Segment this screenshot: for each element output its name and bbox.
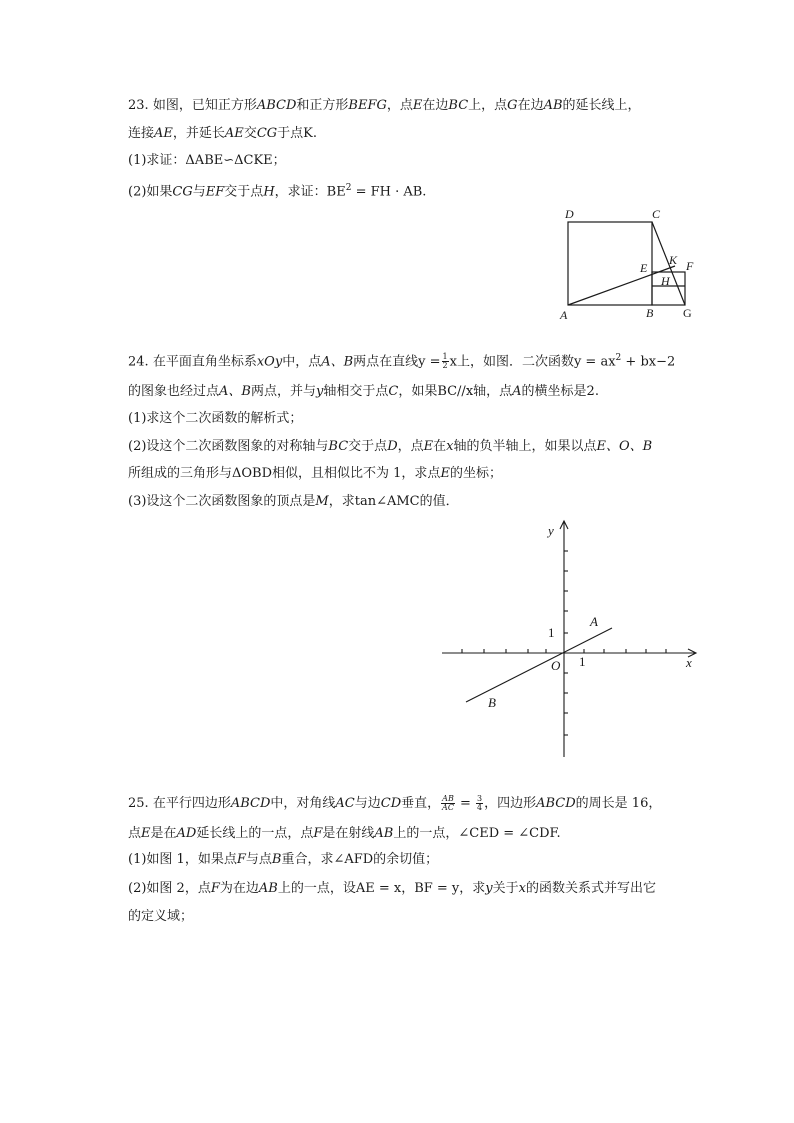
label-y: y (548, 523, 554, 538)
line-y-half-x (466, 628, 612, 702)
q24-part3: (3)设这个二次函数图象的顶点是M，求tan∠AMC的值． (128, 494, 459, 509)
label-point-b: B (488, 695, 496, 710)
q23-line1: 23. 如图，已知正方形ABCD和正方形BEFG，点E在边BC上，点G在边AB的延长线上， (128, 98, 641, 113)
q25-part1: (1)如图 1，如果点F与点B重合，求∠AFD的余切值； (128, 852, 439, 867)
fraction-ab-over-ac: $\frac{AB}{AC}$ (442, 794, 454, 812)
label-b: B (646, 306, 654, 320)
label-d: D (565, 207, 574, 221)
q24-line2: 的图象也经过点A、B两点，并与y轴相交于点C，如果BC//x轴，点A的横坐标是2. (128, 384, 599, 399)
label-origin: O (551, 658, 561, 673)
q23-part1: (1)求证：ΔABE∽ΔCKE； (128, 153, 286, 168)
label-x: x (686, 655, 692, 670)
q24-part1: (1)求这个二次函数的解析式； (128, 411, 303, 426)
label-h: H (661, 274, 670, 288)
q25-part2-cont: 的定义域； (128, 909, 194, 924)
label-one-y: 1 (548, 625, 555, 640)
y-ticks (564, 551, 568, 735)
fraction-one-half: $\frac{1}{2}$ (442, 352, 448, 371)
label-a: A (560, 308, 568, 322)
label-g: G (683, 306, 692, 320)
q24-figure (438, 515, 708, 765)
fraction-three-quarters: $\frac{3}{4}$ (477, 794, 483, 812)
label-one-x: 1 (579, 654, 586, 669)
q25-part2: (2)如图 2，点F为在边AB上的一点，设AE = x，BF = y，求y关于x的函数关系式并写出它 (128, 881, 657, 896)
label-c: C (652, 207, 661, 221)
q24-part2: (2)设这个二次函数图象的对称轴与BC交于点D，点E在x轴的负半轴上，如果以点E、O、B (128, 439, 653, 454)
q25-line1: 25. 在平行四边形ABCD中，对角线AC与边CD垂直， $\frac{AB}{AC}$ = $\frac{3}{4}$ ，四边形ABCD的周长是 16， (128, 794, 662, 812)
q25-line2: 点E是在AD延长线上的一点，点F是在射线AB上的一点，∠CED = ∠CDF. (128, 826, 561, 841)
label-point-a: A (590, 614, 598, 629)
q24-line1: 24. 在平面直角坐标系xOy中，点A、B两点在直线y = $\frac{1}{2}$ x上，如图．二次函数$y = ax^2 + bx-2$ (128, 352, 676, 371)
label-e: E (640, 261, 648, 275)
q23-figure (555, 204, 705, 324)
q24-part2-cont: 所组成的三角形与ΔOBD相似，且相似比不为 1，求点E的坐标； (128, 466, 502, 481)
label-f: F (686, 259, 694, 273)
q23-line2: 连接AE，并延长AE交CG于点K. (128, 126, 318, 141)
q23-part2: (2)如果CG与EF交于点H，求证：$BE^2$ = FH · AB. (128, 183, 427, 200)
label-k: K (669, 253, 678, 267)
